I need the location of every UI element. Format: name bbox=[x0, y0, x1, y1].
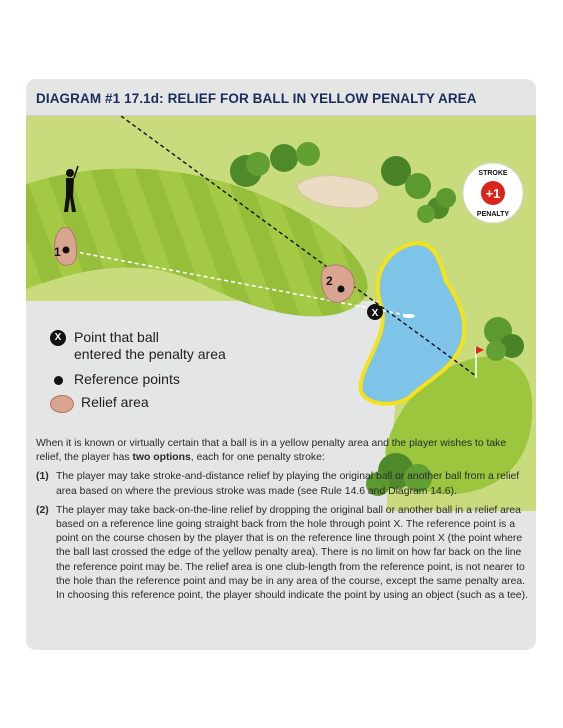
badge-value: +1 bbox=[485, 186, 501, 201]
option-1-text: The player may take stroke-and-distance relief by playing the original ball or another ball from a relief area based on where the previous stroke was made (see Rule 14.6 and Diagram 14.6). bbox=[56, 471, 520, 497]
badge-top-label: STROKE bbox=[478, 170, 508, 177]
option-1 bbox=[36, 470, 530, 498]
intro-paragraph: When it is known or virtually certain that a ball is in a yellow penalty area and the player wishes to take relief, the player has two options, each for one penalty stroke: bbox=[36, 438, 507, 464]
option-1-number: (1) bbox=[36, 471, 49, 483]
stroke-penalty-badge bbox=[463, 163, 523, 223]
legend-label-entry-2: entered the penalty area bbox=[74, 346, 226, 362]
reference-point-2 bbox=[338, 286, 345, 293]
x-marker-icon: X bbox=[50, 330, 66, 346]
rule-explanation bbox=[36, 437, 530, 608]
diagram-card bbox=[26, 79, 536, 650]
legend-item-relief-area bbox=[50, 394, 149, 413]
dot-icon bbox=[54, 376, 63, 385]
option-2 bbox=[36, 504, 530, 603]
legend-label-entry-1: Point that ball bbox=[74, 329, 159, 345]
legend-item-entry-point bbox=[50, 329, 226, 363]
relief-area-icon bbox=[50, 395, 74, 413]
legend-label-reference: Reference points bbox=[74, 371, 180, 387]
reference-label-1: 1 bbox=[54, 245, 61, 259]
badge-bottom-label: PENALTY bbox=[476, 211, 510, 218]
legend-item-reference-points bbox=[50, 371, 180, 388]
option-2-text: The player may take back-on-the-line relief by dropping the original ball or another ball in a relief area based on a reference line going straight back from the hole through point X. The reference point is a point on the course chosen by the player that is on the reference line through point X (the point where the ball last crossed the edge of the yellow penalty area). There is no limit on how far back on the line the reference point may be. The relief area is one club-length from the reference point, is not nearer to the hole than the reference point and may be in any area of the course, except the same penalty area. In choosing this reference point, the player should indicate the point by using an object (such as a tee). bbox=[56, 504, 528, 602]
reference-label-2: 2 bbox=[326, 274, 333, 288]
diagram-title: DIAGRAM #1 17.1d: RELIEF FOR BALL IN YELLOW PENALTY AREA bbox=[36, 91, 477, 106]
reference-point-1 bbox=[63, 247, 70, 254]
ball-splash bbox=[403, 314, 415, 318]
legend-label-relief: Relief area bbox=[81, 394, 149, 410]
entry-point-label: X bbox=[371, 308, 379, 319]
option-2-number: (2) bbox=[36, 504, 49, 516]
